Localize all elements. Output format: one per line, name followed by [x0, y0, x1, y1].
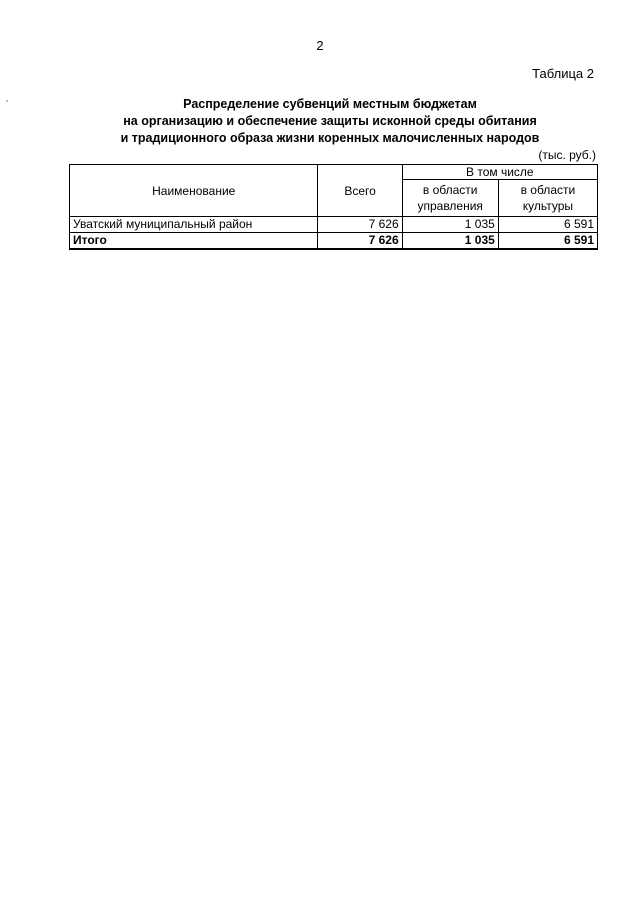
page-number: 2: [316, 38, 324, 53]
total-row: [70, 233, 598, 250]
title-line: Распределение субвенций местным бюджетам: [183, 97, 477, 111]
cell-total: 7 626: [318, 217, 402, 233]
scan-speck: [6, 100, 8, 102]
cell-management: 1 035: [402, 217, 498, 233]
title-line: и традиционного образа жизни коренных малочисленных народов: [120, 131, 540, 145]
total-culture: 6 591: [498, 233, 597, 250]
header-total: Всего: [318, 165, 402, 217]
units-label: (тыс. руб.): [538, 148, 596, 162]
header-row: [70, 165, 598, 180]
header-culture: в области культуры: [498, 180, 597, 217]
cell-culture: 6 591: [498, 217, 597, 233]
table-row: [70, 217, 598, 233]
total-management: 1 035: [402, 233, 498, 250]
table-label: Таблица 2: [532, 66, 594, 81]
subventions-table: [69, 164, 598, 250]
cell-name: Уватский муниципальный район: [70, 217, 318, 233]
header-name: Наименование: [70, 165, 318, 217]
header-including: В том числе: [402, 165, 597, 180]
document-title: [60, 96, 600, 147]
total-total: 7 626: [318, 233, 402, 250]
total-name: Итого: [70, 233, 318, 250]
title-line: на организацию и обеспечение защиты исконной среды обитания: [123, 114, 537, 128]
header-management: в области управления: [402, 180, 498, 217]
